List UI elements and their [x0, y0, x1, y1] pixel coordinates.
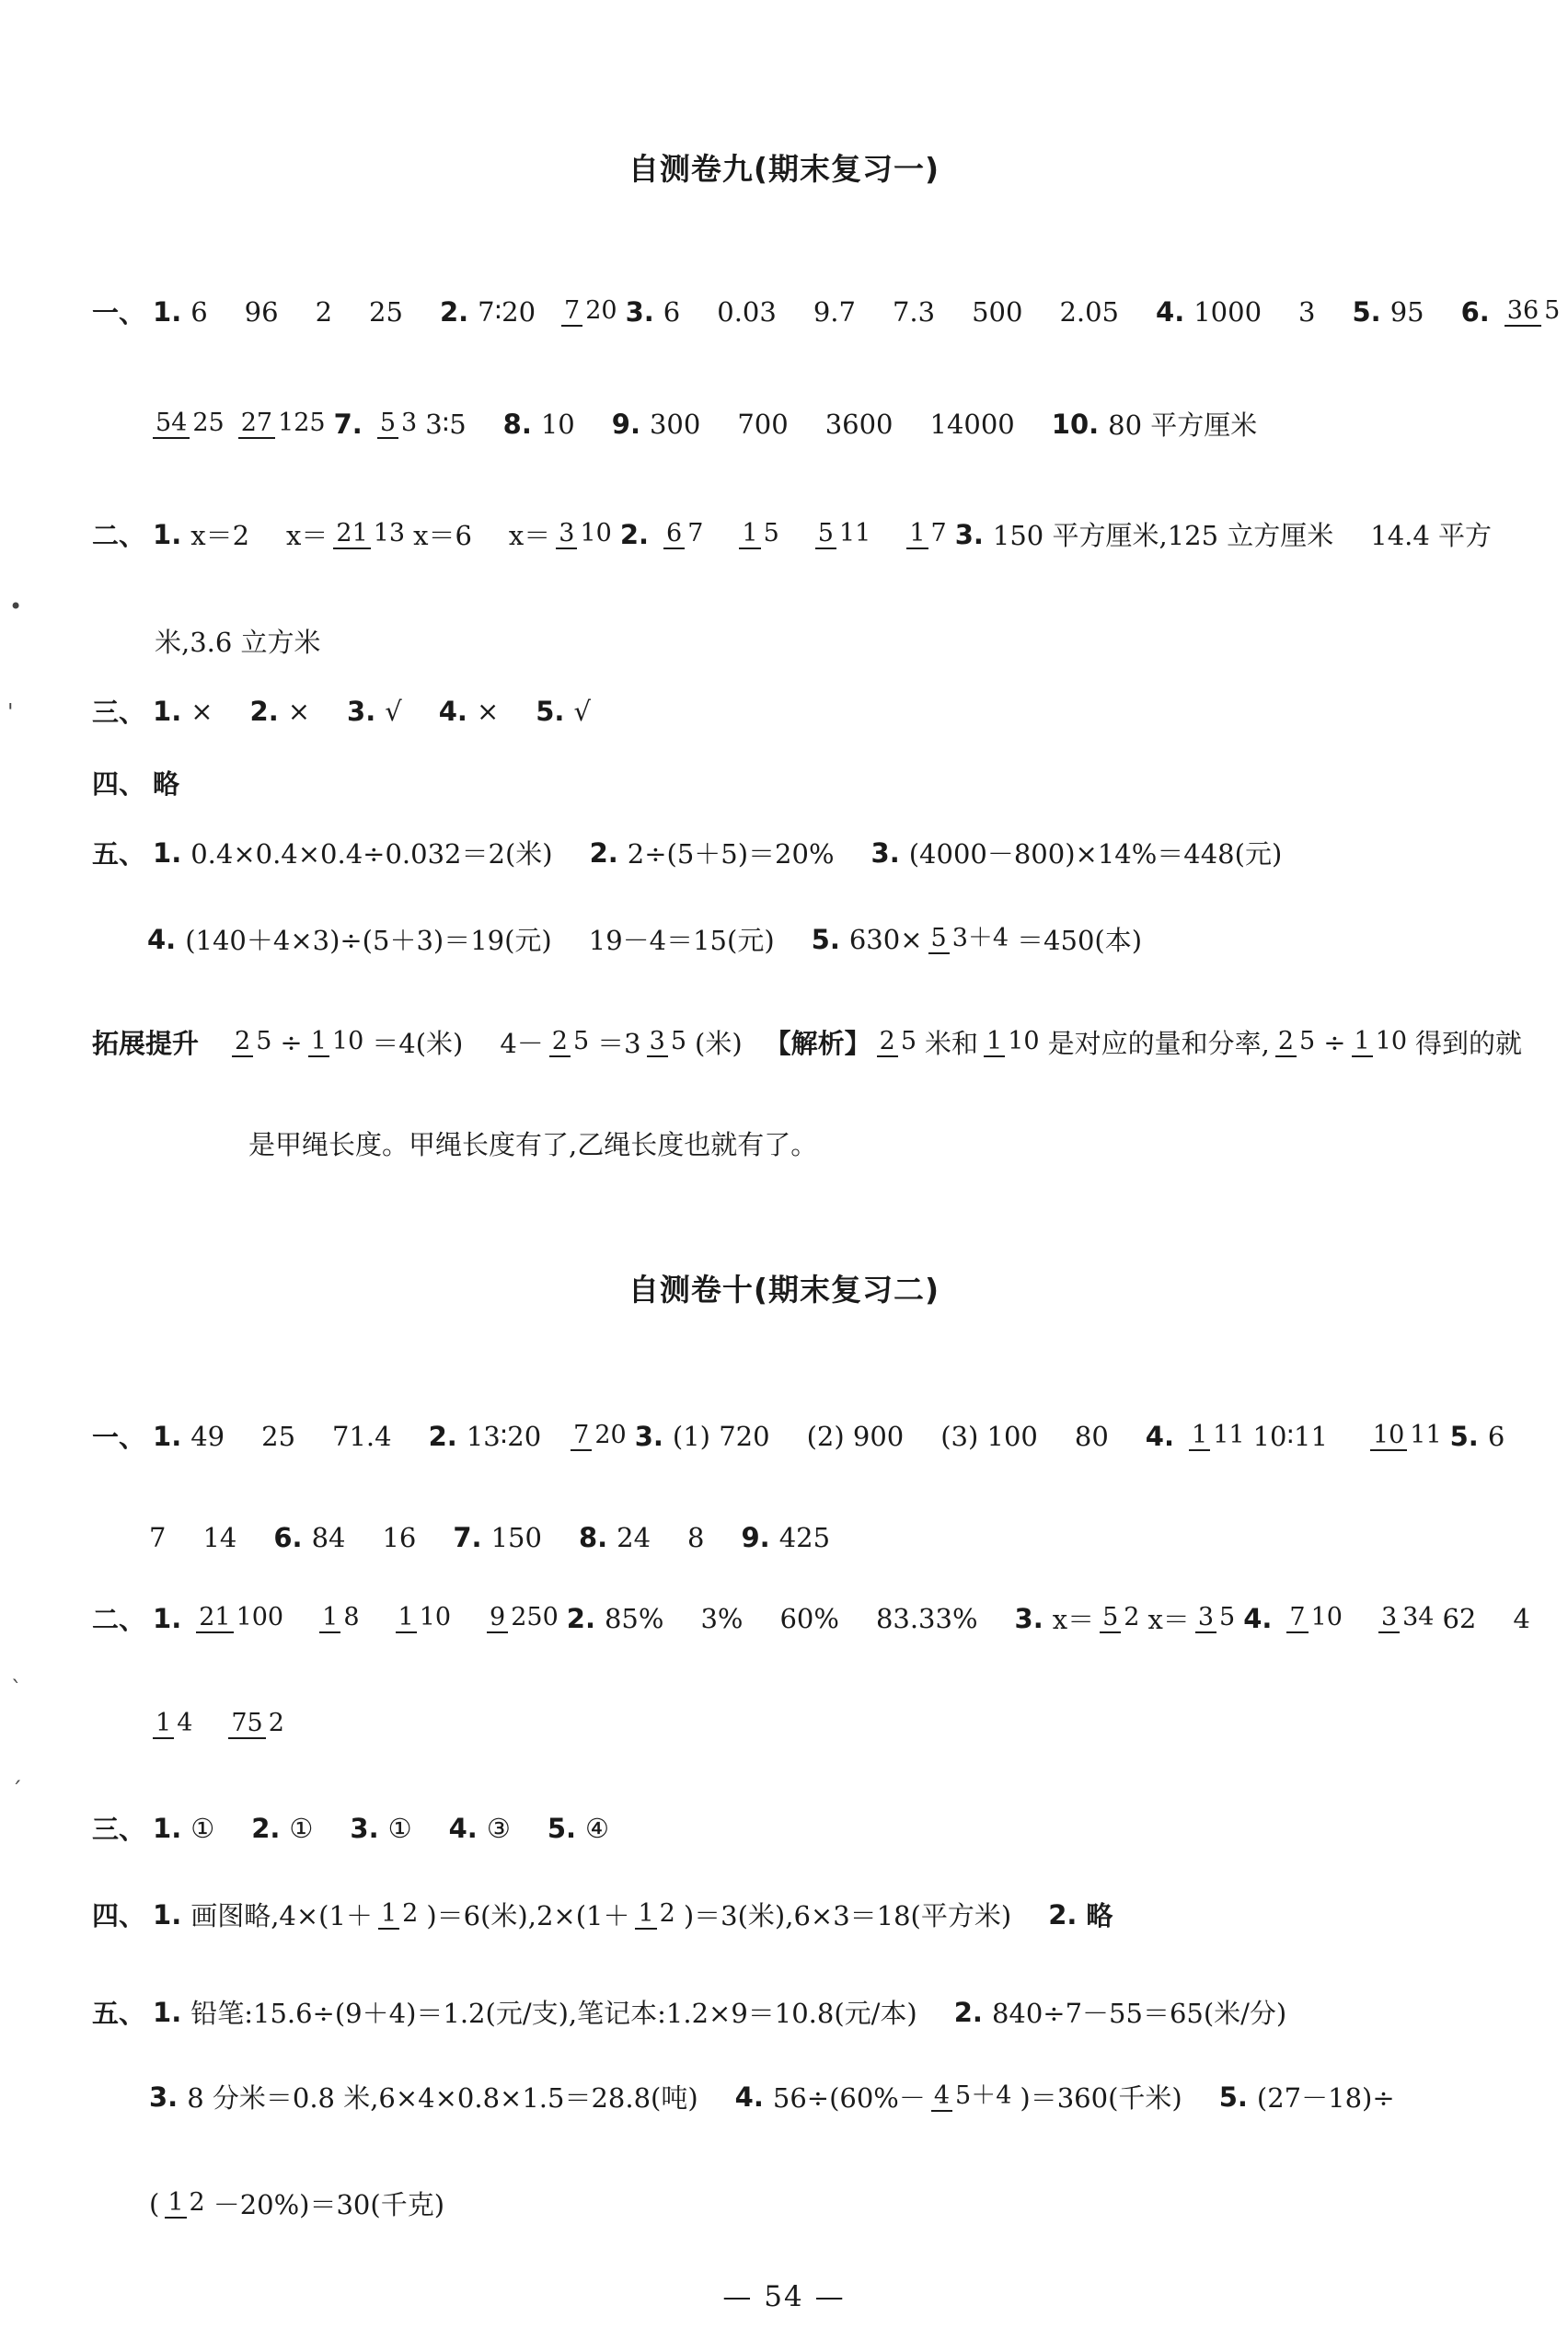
- item-number: 2.: [428, 1420, 457, 1452]
- question-label: 四、: [92, 768, 146, 800]
- answer-value: x＝: [286, 520, 329, 551]
- item-number: 4.: [147, 923, 177, 955]
- answer-value: 1000: [1193, 295, 1262, 328]
- fraction: 3 10: [556, 520, 615, 548]
- answer-value: 150: [490, 1522, 542, 1553]
- question-label: 一、: [92, 297, 146, 329]
- item-number: 5.: [1449, 1420, 1479, 1452]
- item-number: 1.: [153, 695, 182, 727]
- item-number: 4.: [734, 2081, 764, 2113]
- answer-value: 80 平方厘米: [1108, 409, 1258, 441]
- item-number: 8.: [578, 1522, 608, 1553]
- answer-value: 8: [687, 1522, 705, 1553]
- question-label: 五、: [92, 1998, 146, 2029]
- fraction: 75 2: [228, 1710, 287, 1737]
- scan-speck: ˋ: [11, 1677, 22, 1702]
- answer-value: √: [385, 695, 402, 727]
- answer-value: 2: [315, 295, 333, 328]
- answer-value: 0.4×0.4×0.4÷0.032＝2(米): [190, 838, 553, 870]
- section-title: 自测卷十(期末复习二): [628, 1272, 940, 1308]
- item-number: 3.: [347, 695, 376, 727]
- answer-value: 500: [972, 295, 1023, 328]
- item-number: 4.: [438, 695, 467, 727]
- answer-text: )＝360(千米): [1020, 2082, 1182, 2114]
- item-number: 4.: [1243, 1602, 1273, 1634]
- s2-q5-line1: [92, 1993, 1286, 2031]
- answer-value: 60%: [779, 1602, 839, 1634]
- scan-speck: ˊ: [11, 1778, 22, 1804]
- answer-value: 6: [190, 295, 208, 328]
- answer-text: 是对应的量和分率,: [1047, 1028, 1270, 1059]
- scan-speck: ': [7, 699, 14, 725]
- fraction: 1 10: [308, 1028, 367, 1055]
- answer-value: √: [573, 695, 591, 727]
- item-number: 2.: [589, 836, 618, 869]
- answer-value: 84: [311, 1522, 346, 1553]
- item-number: 1.: [153, 295, 182, 328]
- question-label: 四、: [92, 1900, 146, 1931]
- question-label: 拓展提升: [92, 1028, 200, 1059]
- answer-value: ×: [476, 695, 500, 727]
- answer-value: 300: [649, 408, 701, 440]
- fraction: 3 34: [1378, 1604, 1437, 1631]
- answer-value: ×: [190, 695, 213, 727]
- item-number: 3.: [954, 518, 984, 550]
- s1-q1-line1: [92, 293, 1568, 330]
- answer-value: 6: [1487, 1420, 1505, 1452]
- item-number: 3.: [149, 2081, 179, 2113]
- answer-text: )＝6(米),2×(1＋: [426, 1900, 630, 1931]
- item-number: 5.: [547, 1812, 577, 1844]
- fraction: 1 10: [396, 1604, 455, 1631]
- answer-value: ×: [287, 695, 311, 727]
- fraction: 21 100: [196, 1604, 286, 1631]
- answer-value: 19－4＝15(元): [588, 925, 775, 956]
- answer-value: 7∶20: [478, 295, 536, 328]
- fraction: 2 5: [549, 1028, 592, 1055]
- fraction: 2 5: [1275, 1028, 1318, 1055]
- answer-value: 3600: [824, 408, 894, 440]
- item-number: 2.: [1048, 1898, 1078, 1931]
- s1-q1-line2: [147, 405, 1257, 443]
- answer-value: 96: [244, 295, 279, 328]
- fraction: 2 5: [877, 1028, 919, 1055]
- item-number: 10.: [1051, 408, 1100, 440]
- item-number: 5.: [1218, 2081, 1248, 2113]
- answer-value: 49: [190, 1420, 225, 1452]
- item-number: 1.: [153, 1420, 182, 1452]
- s2-q5-line2: [149, 2078, 1395, 2115]
- s1-ext-line2: [248, 1124, 817, 1162]
- item-number: 6.: [273, 1522, 303, 1553]
- s1-q3-line: [92, 692, 591, 730]
- fraction: 5 3＋4: [928, 925, 1012, 952]
- question-label: 一、: [92, 1422, 146, 1453]
- answer-value: 62: [1442, 1602, 1477, 1634]
- answer-value: 25: [369, 295, 403, 328]
- s2-q3-line: [92, 1809, 609, 1847]
- s2-q2-line2: [147, 1710, 293, 1737]
- item-number: 1.: [153, 518, 182, 550]
- fraction: 7 10: [1286, 1604, 1345, 1631]
- answer-value: 24: [617, 1522, 651, 1553]
- scan-speck: •: [9, 594, 23, 619]
- answer-value: 3∶5: [425, 408, 467, 440]
- item-number: 3.: [870, 836, 900, 869]
- fraction: 7 20: [571, 1422, 629, 1449]
- answer-value: ①: [289, 1812, 314, 1844]
- item-number: 5.: [536, 695, 565, 727]
- fraction: 36 5: [1505, 297, 1563, 325]
- fraction: 21 13: [333, 520, 408, 548]
- answer-text: )＝3(米),6×3＝18(平方米): [683, 1900, 1012, 1931]
- s2-q1-line1: [92, 1417, 1505, 1455]
- answer-value: (2) 900: [806, 1420, 905, 1452]
- answer-value: 略: [1086, 1900, 1113, 1931]
- answer-value: 14.4 平方: [1370, 520, 1493, 551]
- answer-value: 3%: [700, 1602, 744, 1634]
- fraction: 27 125: [238, 409, 329, 437]
- answer-text: 56÷(60%－: [772, 2082, 926, 2114]
- answer-text: 铅笔:15.6÷(9＋4)＝1.2(元/支),笔记本:1.2×9＝10.8(元/本): [190, 1998, 917, 2029]
- s2-q5-line3: [149, 2184, 444, 2222]
- page-number: — 54 —: [722, 2280, 846, 2313]
- fraction: 1 5: [739, 520, 781, 548]
- answer-value: ÷: [1323, 1026, 1346, 1058]
- item-number: 2.: [251, 1812, 281, 1844]
- answer-value: (4000－800)×14%＝448(元): [908, 838, 1283, 870]
- answer-value: 4－: [500, 1028, 544, 1059]
- item-number: 1.: [153, 1996, 182, 2028]
- item-number: 4.: [1156, 295, 1185, 328]
- fraction: 1 11: [1189, 1422, 1248, 1449]
- answer-value: x＝: [508, 520, 551, 551]
- answer-value: (3) 100: [940, 1420, 1038, 1452]
- answer-value: 80: [1074, 1420, 1109, 1452]
- fraction: 1 7: [906, 520, 949, 548]
- answer-value: ①: [387, 1812, 412, 1844]
- answer-value: 6: [663, 295, 681, 328]
- answer-value: x＝6: [413, 520, 472, 551]
- s2-q2-line1: [92, 1599, 1530, 1637]
- fraction: 1 2: [165, 2189, 207, 2217]
- answer-value: ＝450(本): [1017, 925, 1143, 956]
- answer-value: (140＋4×3)÷(5＋3)＝19(元): [185, 925, 552, 956]
- item-number: 1.: [153, 836, 182, 869]
- answer-value: x＝: [1052, 1604, 1095, 1635]
- fraction: 3 5: [647, 1028, 689, 1055]
- item-number: 5.: [811, 923, 840, 955]
- answer-value: x＝2: [190, 520, 250, 551]
- answer-value: 14000: [929, 408, 1015, 440]
- section-title: 自测卷九(期末复习一): [628, 151, 940, 187]
- item-number: 9.: [741, 1522, 770, 1553]
- answer-value: 14: [202, 1522, 237, 1553]
- fraction: 1 2: [635, 1900, 677, 1928]
- item-number: 3.: [350, 1812, 379, 1844]
- answer-value: 10: [540, 408, 575, 440]
- answer-value: 85%: [604, 1602, 664, 1634]
- answer-value: 略: [153, 768, 180, 800]
- fraction: 6 7: [663, 520, 706, 548]
- answer-value: x＝: [1147, 1604, 1190, 1635]
- answer-value: 16: [382, 1522, 417, 1553]
- fraction: 3 5: [1195, 1604, 1238, 1631]
- answer-value: ③: [486, 1812, 511, 1844]
- fraction: 5 2: [1100, 1604, 1142, 1631]
- answer-text: －20%)＝30(千克): [213, 2189, 445, 2220]
- s1-q5-line2: [147, 920, 1142, 958]
- answer-value: 3: [1298, 295, 1316, 328]
- item-number: 3.: [634, 1420, 663, 1452]
- item-number: 9.: [611, 408, 640, 440]
- answer-text: 840÷7－55＝65(米/分): [991, 1998, 1287, 2029]
- answer-text: 画图略,4×(1＋: [190, 1900, 373, 1931]
- question-label: 二、: [92, 1604, 146, 1635]
- fraction: 7 20: [561, 297, 620, 325]
- answer-value: ④: [585, 1812, 610, 1844]
- answer-value: (米): [695, 1028, 743, 1059]
- answer-value: 4: [1513, 1602, 1530, 1634]
- answer-value: 13∶20: [466, 1420, 542, 1452]
- item-number: 2.: [566, 1602, 595, 1634]
- answer-value: 83.33%: [875, 1602, 978, 1634]
- answer-value: 10∶11: [1252, 1420, 1328, 1452]
- question-label: 三、: [92, 1814, 146, 1845]
- item-number: 3.: [1014, 1602, 1043, 1634]
- fraction: 9 250: [487, 1604, 561, 1631]
- answer-value: 7: [149, 1522, 167, 1553]
- answer-value: ＝4(米): [372, 1028, 464, 1059]
- answer-value: 425: [778, 1522, 831, 1553]
- answer-value: ÷: [280, 1026, 303, 1058]
- fraction: 10 11: [1370, 1422, 1445, 1449]
- item-number: 1.: [153, 1898, 182, 1931]
- answer-text: 8 分米＝0.8 米,6×4×0.8×1.5＝28.8(吨): [187, 2082, 698, 2114]
- fraction: 1 8: [319, 1604, 362, 1631]
- answer-value: 95: [1389, 295, 1424, 328]
- fraction: 4 5＋4: [931, 2082, 1015, 2110]
- item-number: 1.: [153, 1602, 182, 1634]
- item-number: 4.: [448, 1812, 478, 1844]
- fraction: 1 10: [984, 1028, 1043, 1055]
- answer-value: 25: [261, 1420, 296, 1452]
- item-number: 2.: [439, 295, 469, 328]
- item-number: 5.: [1352, 295, 1381, 328]
- item-number: 1.: [153, 1812, 182, 1844]
- item-number: 7.: [453, 1522, 482, 1553]
- fraction: 54 25: [153, 409, 227, 437]
- answer-value: 150 平方厘米,125 立方厘米: [992, 520, 1334, 551]
- s1-q2-line1: [92, 515, 1492, 553]
- answer-value: ①: [190, 1812, 215, 1844]
- answer-text: (27－18)÷: [1256, 2082, 1395, 2114]
- question-label: 五、: [92, 838, 146, 870]
- answer-value: 7.3: [892, 295, 936, 328]
- answer-value: 2÷(5＋5)＝20%: [627, 838, 835, 870]
- answer-text: 是甲绳长度。甲绳长度有了,乙绳长度也就有了。: [248, 1129, 818, 1160]
- item-number: 8.: [502, 408, 532, 440]
- answer-value: 0.03: [717, 295, 777, 328]
- answer-value: 71.4: [332, 1420, 392, 1452]
- answer-text: (: [149, 2187, 160, 2219]
- analysis-label: 【解析】: [764, 1028, 871, 1059]
- answer-value: (1) 720: [672, 1420, 770, 1452]
- item-number: 7.: [333, 408, 363, 440]
- answer-value: 9.7: [813, 295, 856, 328]
- fraction: 5 11: [815, 520, 874, 548]
- question-label: 二、: [92, 520, 146, 551]
- answer-value: 米,3.6 立方米: [155, 627, 321, 658]
- item-number: 2.: [249, 695, 279, 727]
- fraction: 2 5: [232, 1028, 274, 1055]
- question-label: 三、: [92, 697, 146, 728]
- fraction: 5 3: [377, 409, 420, 437]
- item-number: 3.: [625, 295, 654, 328]
- item-number: 2.: [953, 1996, 983, 2028]
- s1-q2-line2: [155, 622, 321, 660]
- item-number: 4.: [1145, 1420, 1174, 1452]
- s2-q4-line: [92, 1896, 1120, 1933]
- fraction: 1 10: [1352, 1028, 1411, 1055]
- item-number: 2.: [619, 518, 650, 550]
- item-number: 6.: [1460, 295, 1490, 328]
- fraction: 1 2: [378, 1900, 421, 1928]
- answer-value: 700: [737, 408, 789, 440]
- fraction: 1 4: [153, 1710, 195, 1737]
- answer-value: 630×: [848, 923, 923, 955]
- answer-text: 米和: [925, 1028, 979, 1059]
- answer-value: 2.05: [1059, 295, 1120, 328]
- answer-value: ＝3: [597, 1028, 641, 1059]
- s1-ext-line1: [92, 1023, 1522, 1061]
- s1-q4-line: [92, 764, 187, 801]
- s2-q1-line2: [149, 1522, 830, 1553]
- s1-q5-line1: [92, 834, 1282, 871]
- answer-text: 得到的就: [1415, 1028, 1523, 1059]
